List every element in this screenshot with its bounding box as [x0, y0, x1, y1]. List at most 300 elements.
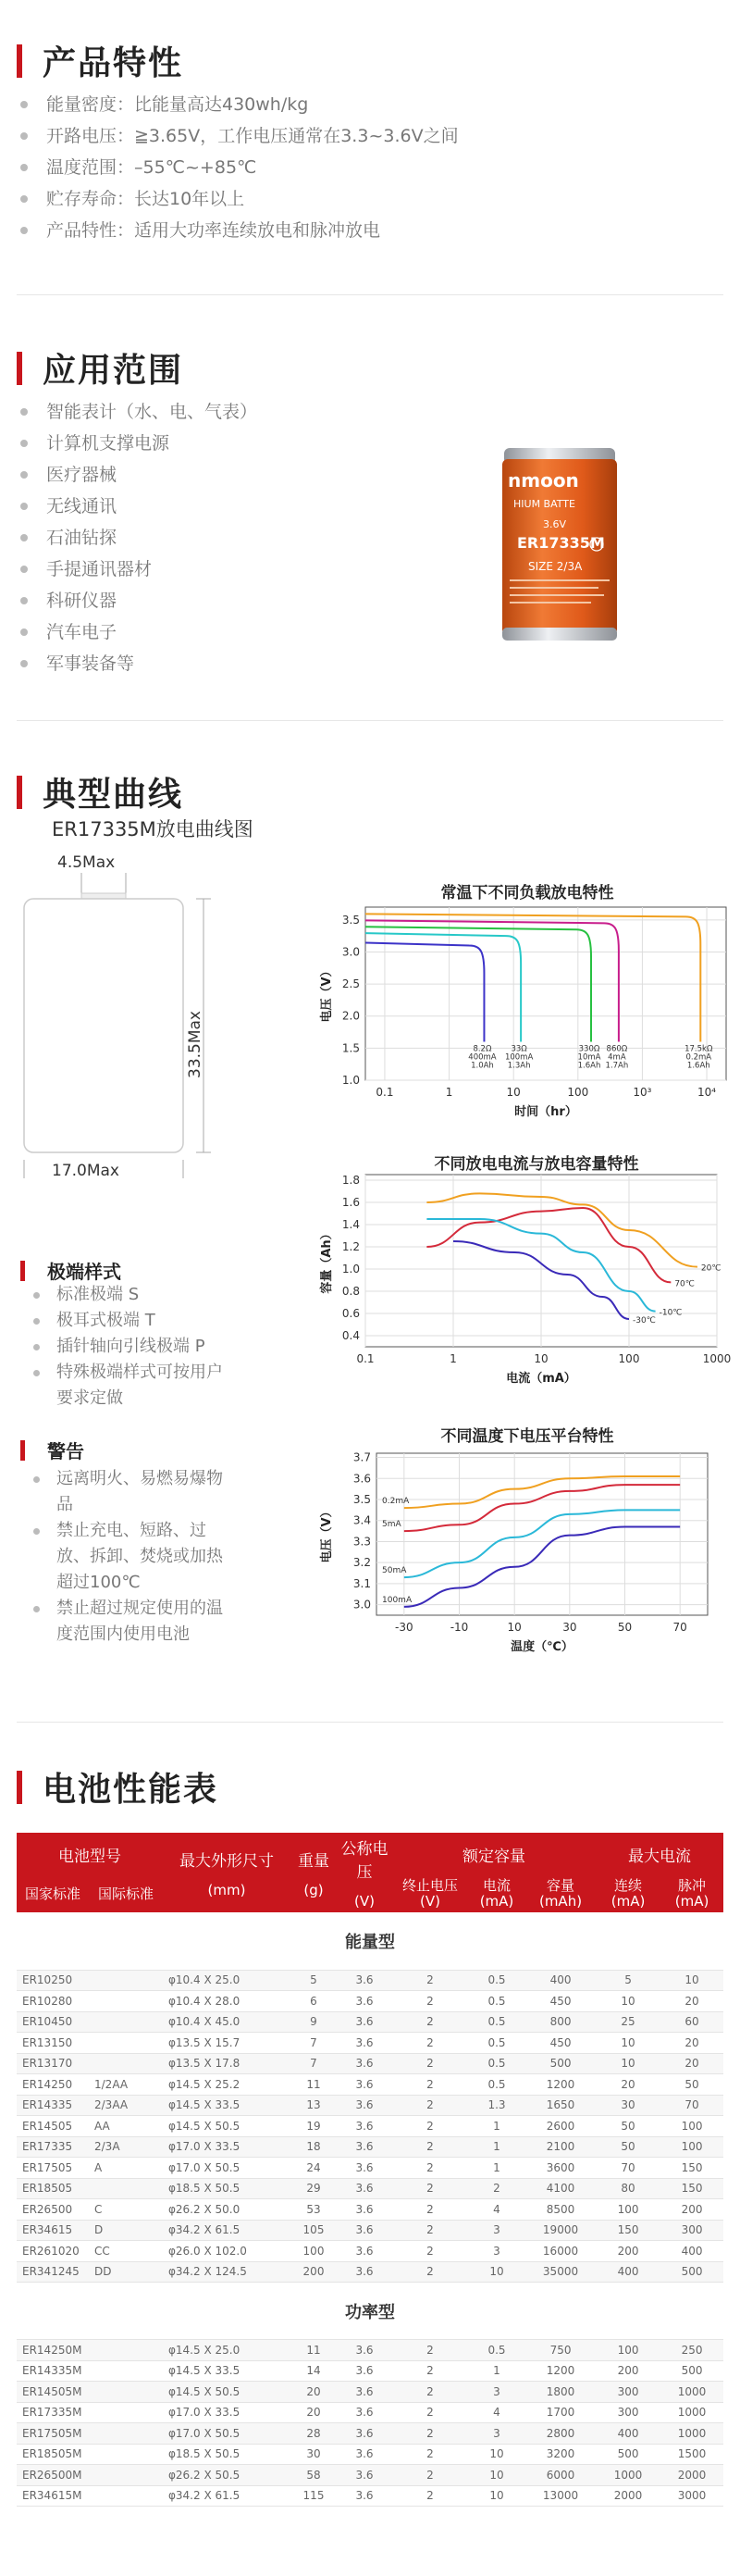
table-cell: 1	[468, 2136, 525, 2158]
table-cell: 2/3AA	[89, 2095, 163, 2116]
table-cell	[89, 2465, 163, 2486]
table-cell: 2	[468, 2178, 525, 2199]
table-cell: φ14.5 X 33.5	[163, 2095, 290, 2116]
table-cell: ER18505	[17, 2178, 89, 2199]
chart3-title: 不同温度下电压平台特性	[440, 1427, 614, 1446]
table-cell: ER261020	[17, 2241, 89, 2262]
x-tick-label: -10	[450, 1621, 469, 1634]
col-header-continuous: 连续 (mA)	[596, 1875, 660, 1912]
table-row	[17, 2199, 723, 2221]
table-cell: 3.6	[337, 2095, 392, 2116]
series-label: 1.0Ah	[471, 1061, 494, 1071]
table-cell: 6000	[525, 2465, 596, 2486]
bullet-dot-icon	[20, 440, 28, 447]
table-cell: 2	[392, 2423, 468, 2445]
series-label: 33Ω	[511, 1044, 527, 1054]
table-cell: 2	[392, 2444, 468, 2465]
battery-base	[502, 628, 617, 641]
list-item: 计算机支撑电源	[20, 428, 257, 459]
table-cell: 1	[468, 2116, 525, 2137]
table-cell: 105	[290, 2220, 337, 2241]
table-cell: 28	[290, 2423, 337, 2445]
plot-frame	[365, 907, 726, 1080]
heading-accent-bar	[17, 352, 22, 385]
x-tick-label: -30	[395, 1621, 413, 1634]
x-tick-label: 100	[567, 1086, 589, 1099]
table-cell: 3.6	[337, 2382, 392, 2403]
table-cell: 58	[290, 2465, 337, 2486]
series-label: 50mA	[382, 1566, 407, 1576]
series-label: -10℃	[659, 1308, 683, 1318]
list-item: 标准极端 S	[33, 1282, 228, 1308]
list-item: 智能表计（水、电、气表）	[20, 396, 257, 428]
table-cell: 35000	[525, 2261, 596, 2283]
x-tick-label: 1000	[702, 1352, 731, 1365]
table-cell: 3	[468, 2382, 525, 2403]
table-cell	[89, 2340, 163, 2361]
table-cell: 1200	[525, 2074, 596, 2096]
table-cell: ER10250	[17, 1970, 89, 1991]
table-cell: 2	[392, 2465, 468, 2486]
table-cell: 2	[392, 2360, 468, 2382]
table-cell: 3000	[660, 2485, 723, 2507]
table-cell: 150	[660, 2158, 723, 2179]
table-cell: 3.6	[337, 2360, 392, 2382]
table-cell: 400	[596, 2261, 660, 2283]
table-cell: 2	[392, 1970, 468, 1991]
y-tick-label: 3.0	[341, 945, 360, 959]
table-cell: 10	[596, 2033, 660, 2054]
x-axis-label: 温度（℃）	[511, 1640, 574, 1654]
table-cell	[89, 2402, 163, 2423]
y-tick-label: 3.5	[352, 1493, 371, 1506]
table-cell: 2	[392, 2116, 468, 2137]
bullet-dot-icon	[33, 1476, 40, 1483]
features-heading	[17, 37, 183, 84]
col-header-capacity: 额定容量	[392, 1833, 596, 1875]
table-cell: ER13150	[17, 2033, 89, 2054]
table-cell: 0.5	[468, 2033, 525, 2054]
bullet-dot-icon	[20, 566, 28, 573]
table-cell: 6	[290, 1991, 337, 2012]
battery-label-line	[510, 602, 591, 604]
table-cell: 2	[392, 2095, 468, 2116]
x-tick-label: 100	[618, 1352, 640, 1365]
table-cell	[89, 2011, 163, 2033]
table-cell: φ26.2 X 50.0	[163, 2199, 290, 2221]
series-label: 8.2Ω	[473, 1044, 492, 1054]
applications-heading	[17, 344, 183, 392]
list-item: 医疗器械	[20, 459, 257, 491]
col-header-cutoff-voltage: 终止电压 (V)	[392, 1875, 468, 1912]
table-cell: 0.5	[468, 1970, 525, 1991]
dim-width-label: 17.0Max	[52, 1162, 119, 1180]
series-label: 1.6Ah	[577, 1061, 601, 1071]
table-cell: 10	[468, 2261, 525, 2283]
bullet-dot-icon	[33, 1344, 40, 1350]
x-tick-label: 10³	[633, 1086, 652, 1099]
bullet-dot-icon	[33, 1318, 40, 1325]
table-cell: 3.6	[337, 2444, 392, 2465]
table-cell: 2	[392, 2241, 468, 2262]
table-cell: ER17505	[17, 2158, 89, 2179]
y-axis-label: 容量（Ah）	[320, 1227, 334, 1294]
series-label: 330Ω	[578, 1044, 600, 1054]
x-tick-label: 10	[506, 1086, 521, 1099]
table-cell: 3.6	[337, 2340, 392, 2361]
table-cell: 200	[660, 2199, 723, 2221]
table-row	[17, 2485, 723, 2507]
y-axis-label: 电压（V）	[320, 1505, 334, 1563]
y-tick-label: 1.0	[341, 1263, 360, 1276]
table-cell: 14	[290, 2360, 337, 2382]
table-cell: φ26.0 X 102.0	[163, 2241, 290, 2262]
table-cell: φ10.4 X 25.0	[163, 1970, 290, 1991]
list-item: 手提通讯器材	[20, 554, 257, 585]
table-cell: ER18505M	[17, 2444, 89, 2465]
table-cell: ER17335	[17, 2136, 89, 2158]
table-row	[17, 1991, 723, 2012]
curves-subtitle: ER17335M放电曲线图	[52, 818, 253, 840]
col-header-size: 最大外形尺寸 (mm)	[163, 1833, 290, 1912]
list-item: 开路电压：≧3.65V，工作电压通常在3.3~3.6V之间	[20, 120, 459, 152]
table-cell: 1.3	[468, 2095, 525, 2116]
table-cell: 50	[660, 2074, 723, 2096]
table-cell: 3.6	[337, 2485, 392, 2507]
heading-accent-bar	[20, 1261, 25, 1281]
x-tick-label: 10⁴	[697, 1086, 717, 1099]
bullet-dot-icon	[33, 1528, 40, 1535]
x-tick-label: 30	[562, 1621, 577, 1634]
table-cell: 18	[290, 2136, 337, 2158]
table-cell: 2/3A	[89, 2136, 163, 2158]
chart2-title: 不同放电电流与放电容量特性	[434, 1155, 639, 1174]
table-cell: 10	[468, 2465, 525, 2486]
list-item: 温度范围：–55℃~+85℃	[20, 152, 459, 183]
battery-label-line	[510, 587, 598, 589]
table-cell: ER14250M	[17, 2340, 89, 2361]
table-cell: 2	[392, 2485, 468, 2507]
table-cell	[89, 1991, 163, 2012]
applications-list	[20, 396, 257, 679]
x-axis-label: 时间（hr）	[514, 1105, 577, 1119]
list-item: 汽车电子	[20, 616, 257, 648]
table-cell: φ14.5 X 25.2	[163, 2074, 290, 2096]
discharge-load-chart	[319, 900, 731, 1122]
table-row	[17, 2465, 723, 2486]
table-cell: 2	[392, 2178, 468, 2199]
table-cell: φ14.5 X 25.0	[163, 2340, 290, 2361]
table-cell: 3.6	[337, 2465, 392, 2486]
x-tick-label: 1	[445, 1086, 453, 1099]
table-cell: 300	[596, 2382, 660, 2403]
applications-title: 应用范围	[43, 352, 184, 390]
y-tick-label: 1.6	[341, 1196, 360, 1209]
table-cell: 1/2AA	[89, 2074, 163, 2096]
table-cell: φ17.0 X 33.5	[163, 2136, 290, 2158]
table-cell: 3	[468, 2423, 525, 2445]
table-cell: 1500	[660, 2444, 723, 2465]
table-cell: 750	[525, 2340, 596, 2361]
table-cell: D	[89, 2220, 163, 2241]
current-capacity-chart	[319, 1171, 731, 1388]
table-cell: ER17505M	[17, 2423, 89, 2445]
table-cell: 2800	[525, 2423, 596, 2445]
y-tick-label: 3.6	[352, 1472, 371, 1486]
table-cell: 2000	[660, 2465, 723, 2486]
table-cell: 4	[468, 2199, 525, 2221]
table-cell: 500	[596, 2444, 660, 2465]
table-row	[17, 2241, 723, 2262]
table-row	[17, 2053, 723, 2074]
table-cell	[89, 2444, 163, 2465]
table-cell: 30	[596, 2095, 660, 2116]
col-header-pulse: 脉冲 (mA)	[660, 1875, 723, 1912]
table-cell: 400	[525, 1970, 596, 1991]
battery-voltage: 3.6V	[543, 518, 567, 530]
y-tick-label: 3.2	[352, 1556, 371, 1570]
table-cell: ER26500M	[17, 2465, 89, 2486]
series-label: -30℃	[633, 1316, 656, 1325]
table-cell: 3.6	[337, 2261, 392, 2283]
y-tick-label: 1.5	[341, 1041, 360, 1055]
table-row	[17, 2116, 723, 2137]
table-cell: φ18.5 X 50.5	[163, 2178, 290, 2199]
table-cell: 250	[660, 2340, 723, 2361]
table-row	[17, 2074, 723, 2096]
battery-line1: HIUM BATTE	[513, 498, 575, 510]
list-item: 无线通讯	[20, 491, 257, 522]
table-cell: 500	[660, 2360, 723, 2382]
table-cell: 3.6	[337, 2423, 392, 2445]
table-cell: 70	[660, 2095, 723, 2116]
table-cell: 20	[290, 2382, 337, 2403]
table-cell: 2	[392, 2074, 468, 2096]
x-tick-label: 10	[534, 1352, 549, 1365]
table-cell: 2	[392, 2382, 468, 2403]
table-row	[17, 2220, 723, 2241]
table-cell	[89, 2485, 163, 2507]
table-cell: 50	[596, 2116, 660, 2137]
terminals-list	[33, 1282, 228, 1412]
table-cell	[89, 2360, 163, 2382]
series-label: 1.7Ah	[605, 1061, 629, 1071]
list-item: 禁止充电、短路、过放、拆卸、焚烧或加热超过100℃	[33, 1518, 228, 1596]
table-cell: 7	[290, 2033, 337, 2054]
battery-model: ER17335M	[517, 534, 605, 552]
table-cell: φ17.0 X 50.5	[163, 2423, 290, 2445]
table-cell: ER341245	[17, 2261, 89, 2283]
table-cell: 0.5	[468, 2074, 525, 2096]
table-cell: 3	[468, 2220, 525, 2241]
table-cell: ER10450	[17, 2011, 89, 2033]
bullet-dot-icon	[20, 534, 28, 541]
table-cell: 200	[596, 2241, 660, 2262]
table-cell: CC	[89, 2241, 163, 2262]
table-cell: 13	[290, 2095, 337, 2116]
bullet-dot-icon	[20, 132, 28, 140]
y-tick-label: 3.4	[352, 1513, 371, 1527]
table-cell: 2	[392, 2033, 468, 2054]
dim-height-label: 33.5Max	[186, 1011, 204, 1078]
col-header-max-current: 最大电流	[596, 1833, 723, 1875]
bullet-dot-icon	[20, 164, 28, 171]
table-cell: ER26500	[17, 2199, 89, 2221]
x-tick-label: 10	[507, 1621, 522, 1634]
table-row	[17, 2444, 723, 2465]
table-cell: 16000	[525, 2241, 596, 2262]
table-cell: 10	[468, 2485, 525, 2507]
table-cell: 3.6	[337, 2074, 392, 2096]
table-cell: 3.6	[337, 2053, 392, 2074]
table-cell: 24	[290, 2158, 337, 2179]
series-label: 1.6Ah	[686, 1061, 710, 1071]
table-cell: 13000	[525, 2485, 596, 2507]
table-cell: 1800	[525, 2382, 596, 2403]
bullet-dot-icon	[20, 503, 28, 510]
table-cell: ER34615M	[17, 2485, 89, 2507]
x-tick-label: 50	[617, 1621, 633, 1634]
y-tick-label: 3.7	[352, 1450, 371, 1464]
table-cell: φ34.2 X 61.5	[163, 2220, 290, 2241]
battery-dimension-drawing	[18, 847, 240, 1194]
battery-brand: nmoon	[508, 469, 579, 492]
table-cell: 3	[468, 2241, 525, 2262]
table-cell: 3.6	[337, 1991, 392, 2012]
table-cell: A	[89, 2158, 163, 2179]
bullet-dot-icon	[20, 471, 28, 479]
table-cell: 10	[660, 1970, 723, 1991]
table-cell: 4100	[525, 2178, 596, 2199]
section-divider	[17, 720, 723, 721]
series-label: 100mA	[382, 1595, 413, 1605]
table-cell: φ18.5 X 50.5	[163, 2444, 290, 2465]
list-item: 能量密度：比能量高达430wh/kg	[20, 89, 459, 120]
list-item: 贮存寿命：长达10年以上	[20, 183, 459, 215]
table-cell: 2	[392, 2340, 468, 2361]
battery-label-line	[510, 594, 604, 596]
battery-label-line	[510, 579, 610, 581]
table-heading	[17, 1763, 218, 1811]
features-title: 产品特性	[43, 44, 184, 82]
bullet-dot-icon	[20, 195, 28, 203]
series-label: 400mA	[468, 1052, 497, 1063]
table-cell: 2600	[525, 2116, 596, 2137]
table-row	[17, 2402, 723, 2423]
y-tick-label: 1.8	[341, 1174, 360, 1187]
table-cell: 2	[392, 2053, 468, 2074]
table-group-row	[17, 2283, 723, 2340]
col-header-weight: 重量 (g)	[290, 1833, 337, 1912]
table-cell: 29	[290, 2178, 337, 2199]
table-cell: 3.6	[337, 2136, 392, 2158]
table-cell: 150	[660, 2178, 723, 2199]
table-cell: 100	[660, 2116, 723, 2137]
x-tick-label: 0.1	[376, 1086, 394, 1099]
list-item: 特殊极端样式可按用户要求定做	[33, 1360, 228, 1412]
table-cell: 3.6	[337, 2199, 392, 2221]
table-cell: 1000	[660, 2402, 723, 2423]
table-cell: φ14.5 X 50.5	[163, 2116, 290, 2137]
table-cell: 3200	[525, 2444, 596, 2465]
table-cell: 450	[525, 1991, 596, 2012]
table-cell: 19	[290, 2116, 337, 2137]
table-cell: 300	[660, 2220, 723, 2241]
table-cell: 300	[596, 2402, 660, 2423]
table-cell: φ14.5 X 50.5	[163, 2382, 290, 2403]
col-header-current: 电流 (mA)	[468, 1875, 525, 1912]
table-cell: 3.6	[337, 2178, 392, 2199]
table-cell: 200	[596, 2360, 660, 2382]
table-cell: ER34615	[17, 2220, 89, 2241]
table-cell: 0.5	[468, 2011, 525, 2033]
table-row	[17, 2011, 723, 2033]
table-cell: 3.6	[337, 2220, 392, 2241]
y-axis-label: 电压（V）	[320, 964, 334, 1023]
x-tick-label: 1	[450, 1352, 457, 1365]
table-row	[17, 2033, 723, 2054]
table-cell: 115	[290, 2485, 337, 2507]
bullet-dot-icon	[20, 227, 28, 234]
y-tick-label: 1.0	[341, 1074, 360, 1087]
table-cell: 2	[392, 2220, 468, 2241]
table-cell: ER14505M	[17, 2382, 89, 2403]
table-cell	[89, 2382, 163, 2403]
table-row	[17, 2382, 723, 2403]
y-tick-label: 2.5	[341, 977, 360, 991]
series-label: 100mA	[504, 1052, 534, 1063]
table-cell: 20	[660, 2053, 723, 2074]
series-label: 0.2mA	[685, 1052, 712, 1063]
table-cell: 1	[468, 2158, 525, 2179]
table-cell: 100	[660, 2136, 723, 2158]
table-row	[17, 2261, 723, 2283]
temperature-voltage-chart	[319, 1444, 731, 1666]
bullet-dot-icon	[33, 1606, 40, 1612]
plot-frame	[376, 1453, 708, 1615]
table-cell: 10	[468, 2444, 525, 2465]
battery-size: SIZE 2/3A	[528, 560, 583, 573]
table-cell: 70	[596, 2158, 660, 2179]
table-cell: 7	[290, 2053, 337, 2074]
table-cell: ER10280	[17, 1991, 89, 2012]
table-cell: 500	[525, 2053, 596, 2074]
series-label: 10mA	[577, 1052, 601, 1063]
table-cell	[89, 2423, 163, 2445]
bullet-dot-icon	[20, 628, 28, 636]
table-cell	[89, 2053, 163, 2074]
heading-accent-bar	[17, 1771, 22, 1804]
table-cell: 50	[596, 2136, 660, 2158]
bullet-dot-icon	[20, 408, 28, 416]
table-row	[17, 2095, 723, 2116]
table-cell: 3.6	[337, 2158, 392, 2179]
table-cell: ER14335	[17, 2095, 89, 2116]
table-cell: 5	[290, 1970, 337, 1991]
series-label: 860Ω	[606, 1044, 628, 1054]
table-cell: φ26.2 X 50.5	[163, 2465, 290, 2486]
table-cell: 3.6	[337, 2011, 392, 2033]
table-cell: 2	[392, 2158, 468, 2179]
col-header-national-std: 国家标准	[17, 1875, 89, 1912]
series-label: 5mA	[382, 1520, 401, 1530]
table-cell: 400	[660, 2241, 723, 2262]
table-cell: 3600	[525, 2158, 596, 2179]
heading-accent-bar	[20, 1440, 25, 1461]
table-title: 电池性能表	[43, 1771, 219, 1809]
y-tick-label: 3.1	[352, 1576, 371, 1590]
table-cell: 1200	[525, 2360, 596, 2382]
